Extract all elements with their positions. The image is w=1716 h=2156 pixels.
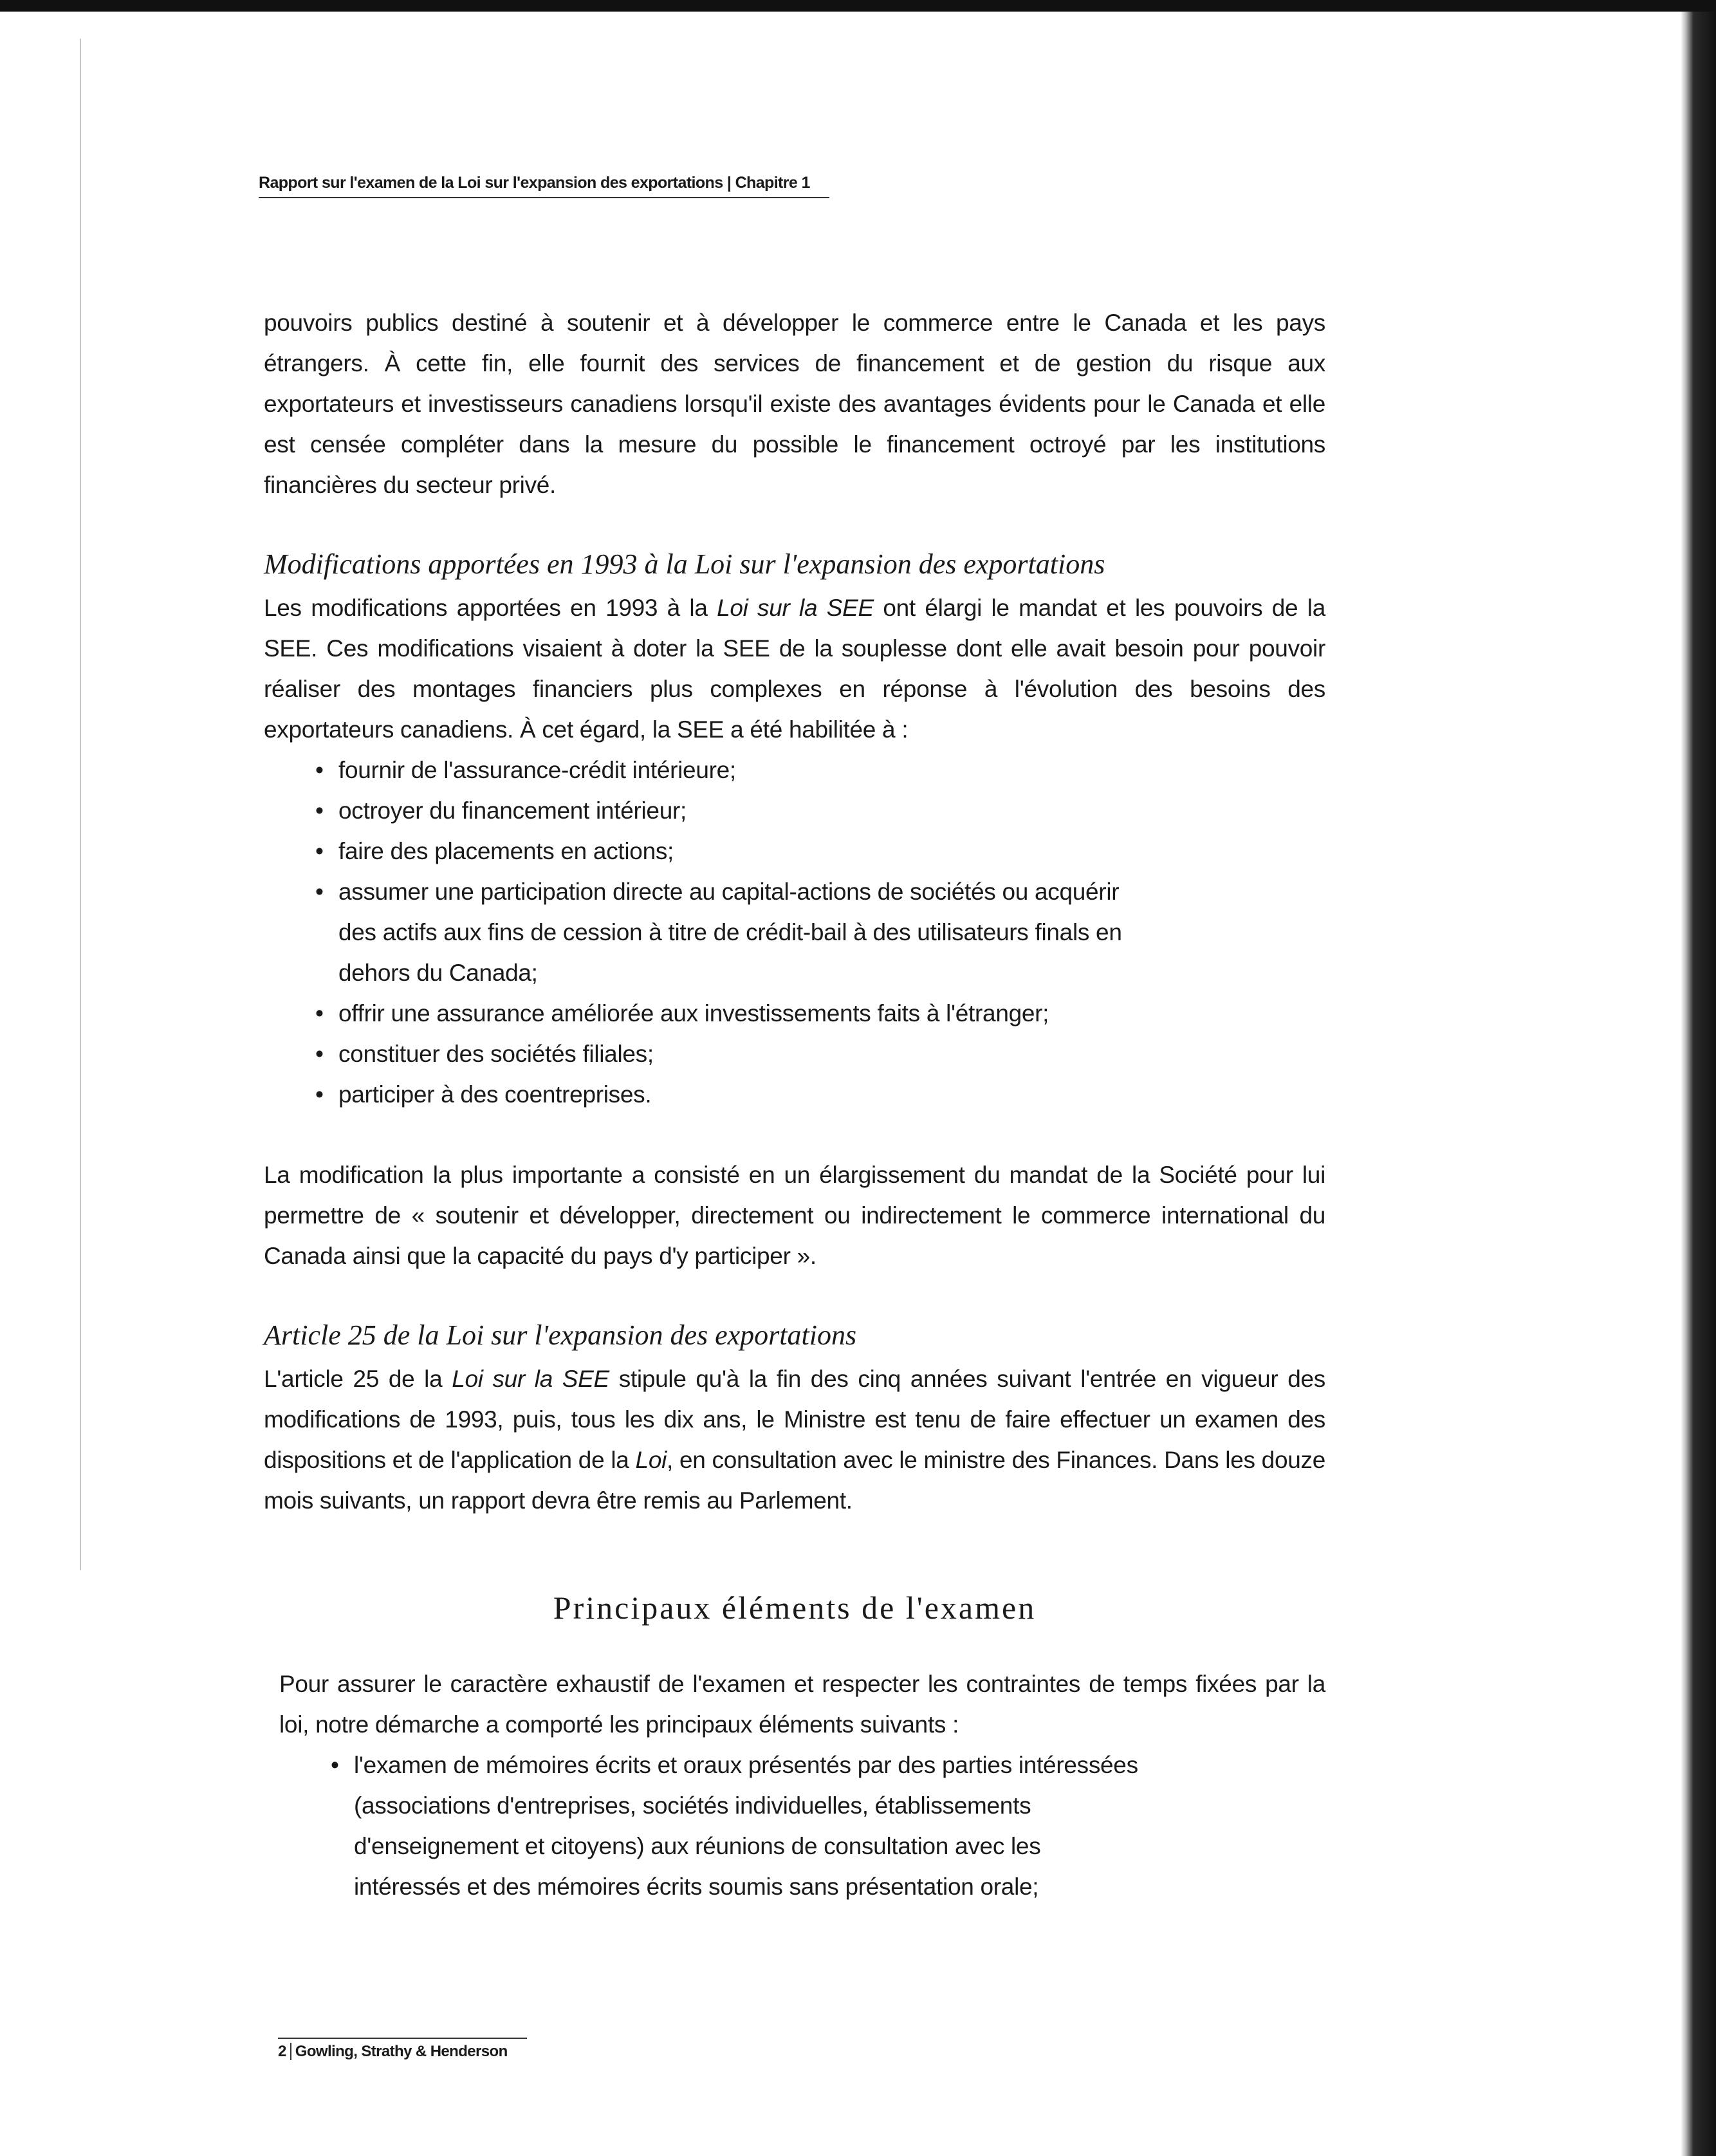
intro-paragraph: pouvoirs publics destiné à soutenir et à développer le commerce entre le Canada et les pays étrangers. À cette fin, elle fournit des services de financement et de gestion du risque aux exportateurs et investisseurs canadiens lorsqu'il existe des avantages évidents pour le Canada et elle est censée compléter dans la mesure du possible le financement octroyé par les institutions financières du secteur privé. (264, 310, 1325, 498)
list-item: • constituer des sociétés filiales; (315, 1034, 1325, 1074)
list-item: • octroyer du financement intérieur; (315, 790, 1325, 831)
list-item: • offrir une assurance améliorée aux investissements faits à l'étranger; (315, 993, 1325, 1034)
list-item: • fournir de l'assurance-crédit intérieure; (315, 750, 1325, 790)
page-content (264, 302, 1325, 1907)
powers-list (264, 750, 1325, 1115)
running-footer (278, 2038, 527, 2061)
firm-name: Gowling, Strathy & Henderson (295, 2043, 508, 2060)
list-item: • l'examen de mémoires écrits et oraux présentés par des parties intéressées (associations d'entreprises, sociétés individuelles, établissements d'enseignement et citoyens) aux réunions de consultation avec les intéressés et des mémoires écrits soumis sans présentation orale; (331, 1745, 1325, 1907)
scan-border-right (1681, 12, 1716, 2156)
list-item: • participer à des coentreprises. (315, 1074, 1325, 1115)
heading-modifications-1993: Modifications apportées en 1993 à la Loi sur l'expansion des exportations (264, 548, 1105, 580)
paragraph-main-modification: La modification la plus importante a consisté en un élargissement du mandat de la Société pour lui permettre de « soutenir et développer, directement ou indirectement le commerce international du Canada ainsi que la capacité du pays d'y participer ». (264, 1162, 1325, 1269)
heading-article-25: Article 25 de la Loi sur l'expansion des exportations (264, 1319, 857, 1351)
scan-border-top (0, 0, 1716, 12)
list-item: • faire des placements en actions; (315, 831, 1325, 871)
scan-margin-line (80, 39, 81, 1570)
section-title-principaux: Principaux éléments de l'examen (553, 1590, 1037, 1626)
paragraph-principaux-intro: Pour assurer le caractère exhaustif de l'examen et respecter les contraintes de temps fixées par la loi, notre démarche a comporté les principaux éléments suivants : (279, 1671, 1325, 1738)
paragraph-article-25: L'article 25 de la Loi sur la SEE stipule qu'à la fin des cinq années suivant l'entrée en vigueur des modifications de 1993, puis, tous les dix ans, le Ministre est tenu de faire effectuer un examen des dispositions et de l'application de la Loi, en consultation avec le ministre des Finances. Dans les douze mois suivants, un rapport devra être remis au Parlement. (264, 1366, 1325, 1514)
running-header: Rapport sur l'examen de la Loi sur l'expansion des exportations | Chapitre 1 (259, 174, 829, 198)
page-number: 2 (278, 2043, 291, 2060)
elements-list (264, 1745, 1325, 1907)
list-item: • assumer une participation directe au capital-actions de sociétés ou acquérir des actifs aux fins de cession à titre de crédit-bail à des utilisateurs finals en dehors du Canada; (315, 871, 1325, 993)
paragraph-modifications-1993: Les modifications apportées en 1993 à la Loi sur la SEE ont élargi le mandat et les pouvoirs de la SEE. Ces modifications visaient à doter la SEE de la souplesse dont elle avait besoin pour pouvoir réaliser des montages financiers plus complexes en réponse à l'évolution des besoins des exportateurs canadiens. À cet égard, la SEE a été habilitée à : (264, 595, 1326, 743)
